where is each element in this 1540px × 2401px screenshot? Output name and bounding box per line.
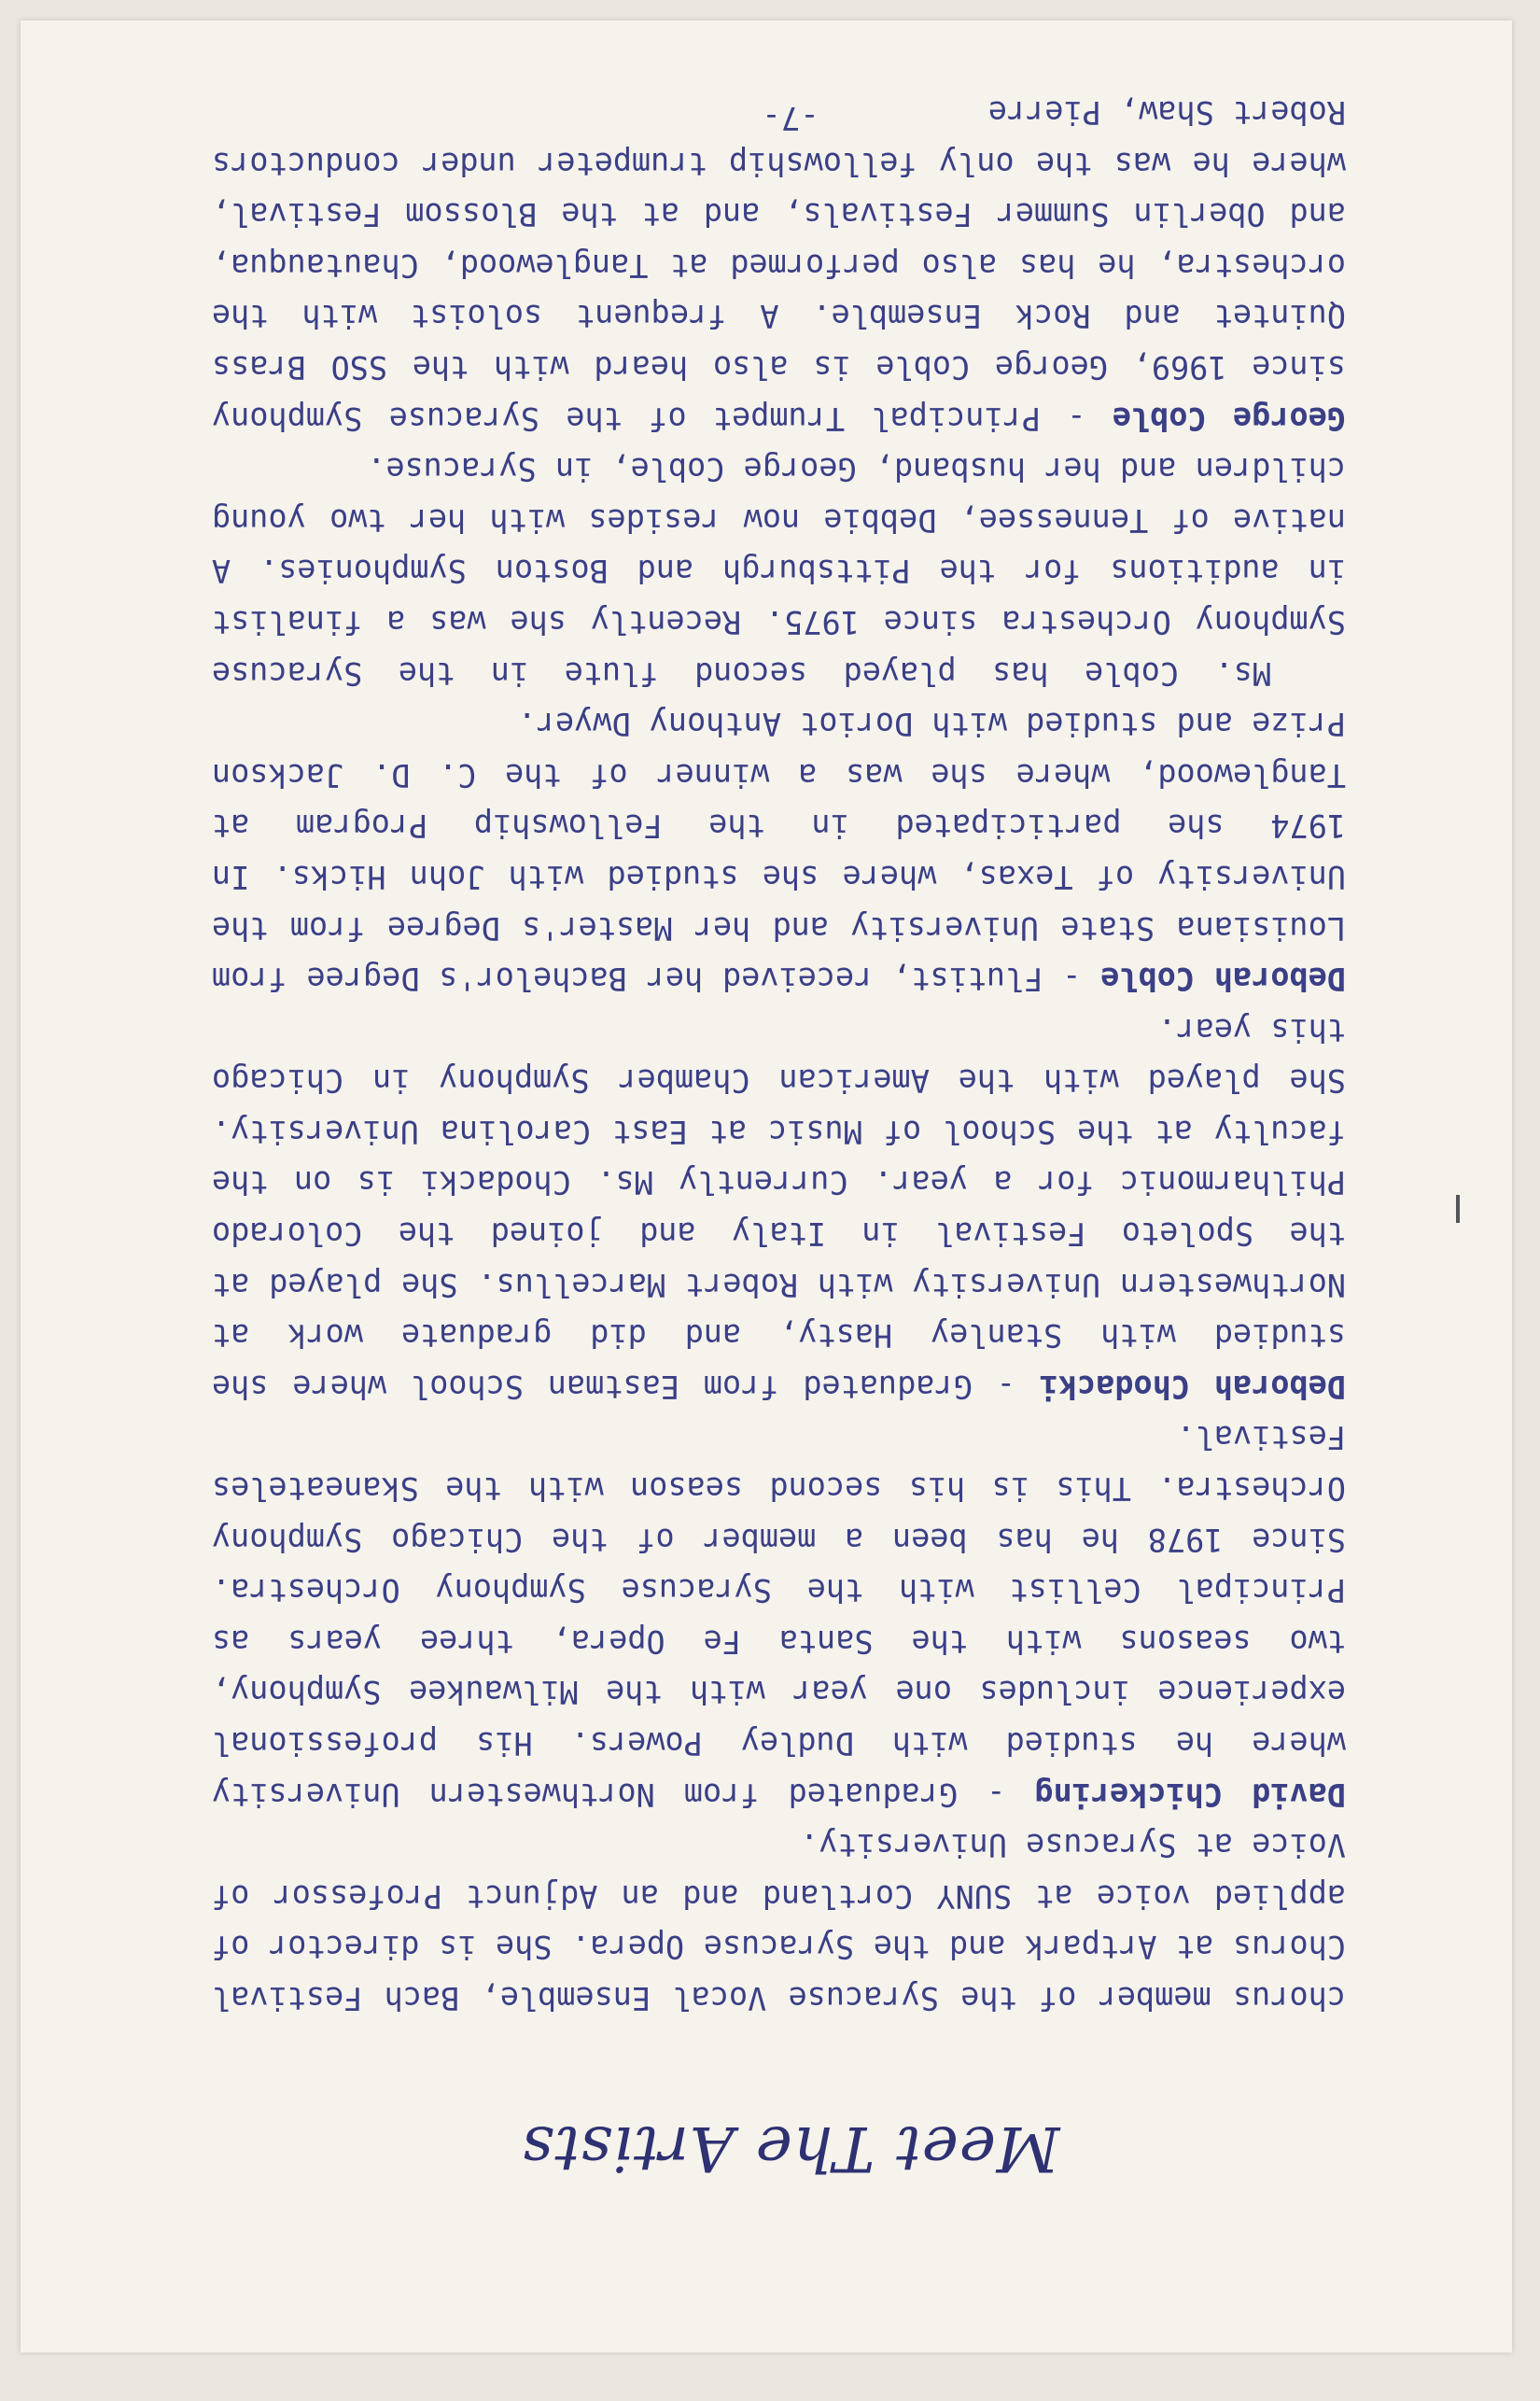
page-number: -7-	[762, 99, 819, 136]
artist-bio-deborah-chodacki	[212, 1004, 1346, 1411]
paragraph-text: - Principal Trumpet of the Syracuse Symphony since 1969, George Coble is also heard with the SSO Brass Quintet and Rock Ensemble. A frequent soloist with the orchestra, he has also performed at Tanglewood, Chautauqua, and Oberlin Summer Festivals, and at the Blossom Festival, where he was the only fellowship trumpeter under conductors Robert Shaw, Pierre	[212, 94, 1346, 437]
paragraph-text: - Graduated from Northwestern University where he studied with Dudley Powers. His professional experience includes one year with the Milwaukee Symphony, two seasons with the Santa Fe Opera, three years as Principal Cellist with the Syracuse Symphony Orchestra. Since 1978 he has been a member of the Chicago Symphony Orchestra. This is his second season with the Skaneateles Festival.	[211, 1419, 1346, 1813]
artist-bio-david-chickering	[212, 1411, 1346, 1819]
paragraph-text: - Graduated from Eastman School where she studied with Stanley Hasty, and did graduate work at Northwestern University with Robert Marcellus. She played at the Spoleto Festival in Italy and joined the Colorado Philharmonic for a year. Currently Ms. Chodacki is on the faculty at the School of Music at East Carolina University. She played with the American Chamber Symphony in Chicago this year.	[212, 1011, 1346, 1405]
page-heading: Meet The Artists	[521, 2113, 1060, 2184]
artist-bio-george-coble	[212, 86, 1346, 442]
artist-name: George Coble	[1112, 400, 1346, 437]
artist-name: David Chickering	[1034, 1776, 1346, 1813]
binding-mark	[1456, 1195, 1460, 1223]
paragraph-text: Ms. Coble has played second flute in the Syracuse Symphony Orchestra since 1975. Recently she was a finalist in auditions for the Pittsburgh and Boston Symphonies. A native of Tennessee, Debbie now resides with her two young children and her husband, George Coble, in Syracuse.	[212, 451, 1346, 692]
artist-name: Deborah Coble	[1100, 961, 1346, 998]
artist-bio-deborah-coble	[212, 698, 1346, 1004]
paragraph-text: chorus member of the Syracuse Vocal Ensemble, Bach Festival Chorus at Artpark and the Syracuse Opera. She is director of applied voice at SUNY Cortland and an Adjunct Professor of Voice at Syracuse University.	[212, 1827, 1346, 2016]
artist-bio-deborah-coble-continued	[212, 443, 1346, 698]
paragraph-text: - Flutist, received her Bachelor's Degree from Louisiana State University and her Master's Degree from the University of Texas, where she studied with John Hicks. In 1974 she participated in the Fellowship Program at Tanglewood, where she was a winner of the C. D. Jackson Prize and studied with Doriot Anthony Dwyer.	[212, 706, 1346, 998]
document-sheet	[21, 21, 1512, 2352]
rotated-page	[21, 21, 1540, 2401]
artist-name: Deborah Chodacki	[1039, 1368, 1346, 1405]
body-text	[212, 86, 1346, 2023]
paragraph-continuation	[212, 1819, 1346, 2023]
